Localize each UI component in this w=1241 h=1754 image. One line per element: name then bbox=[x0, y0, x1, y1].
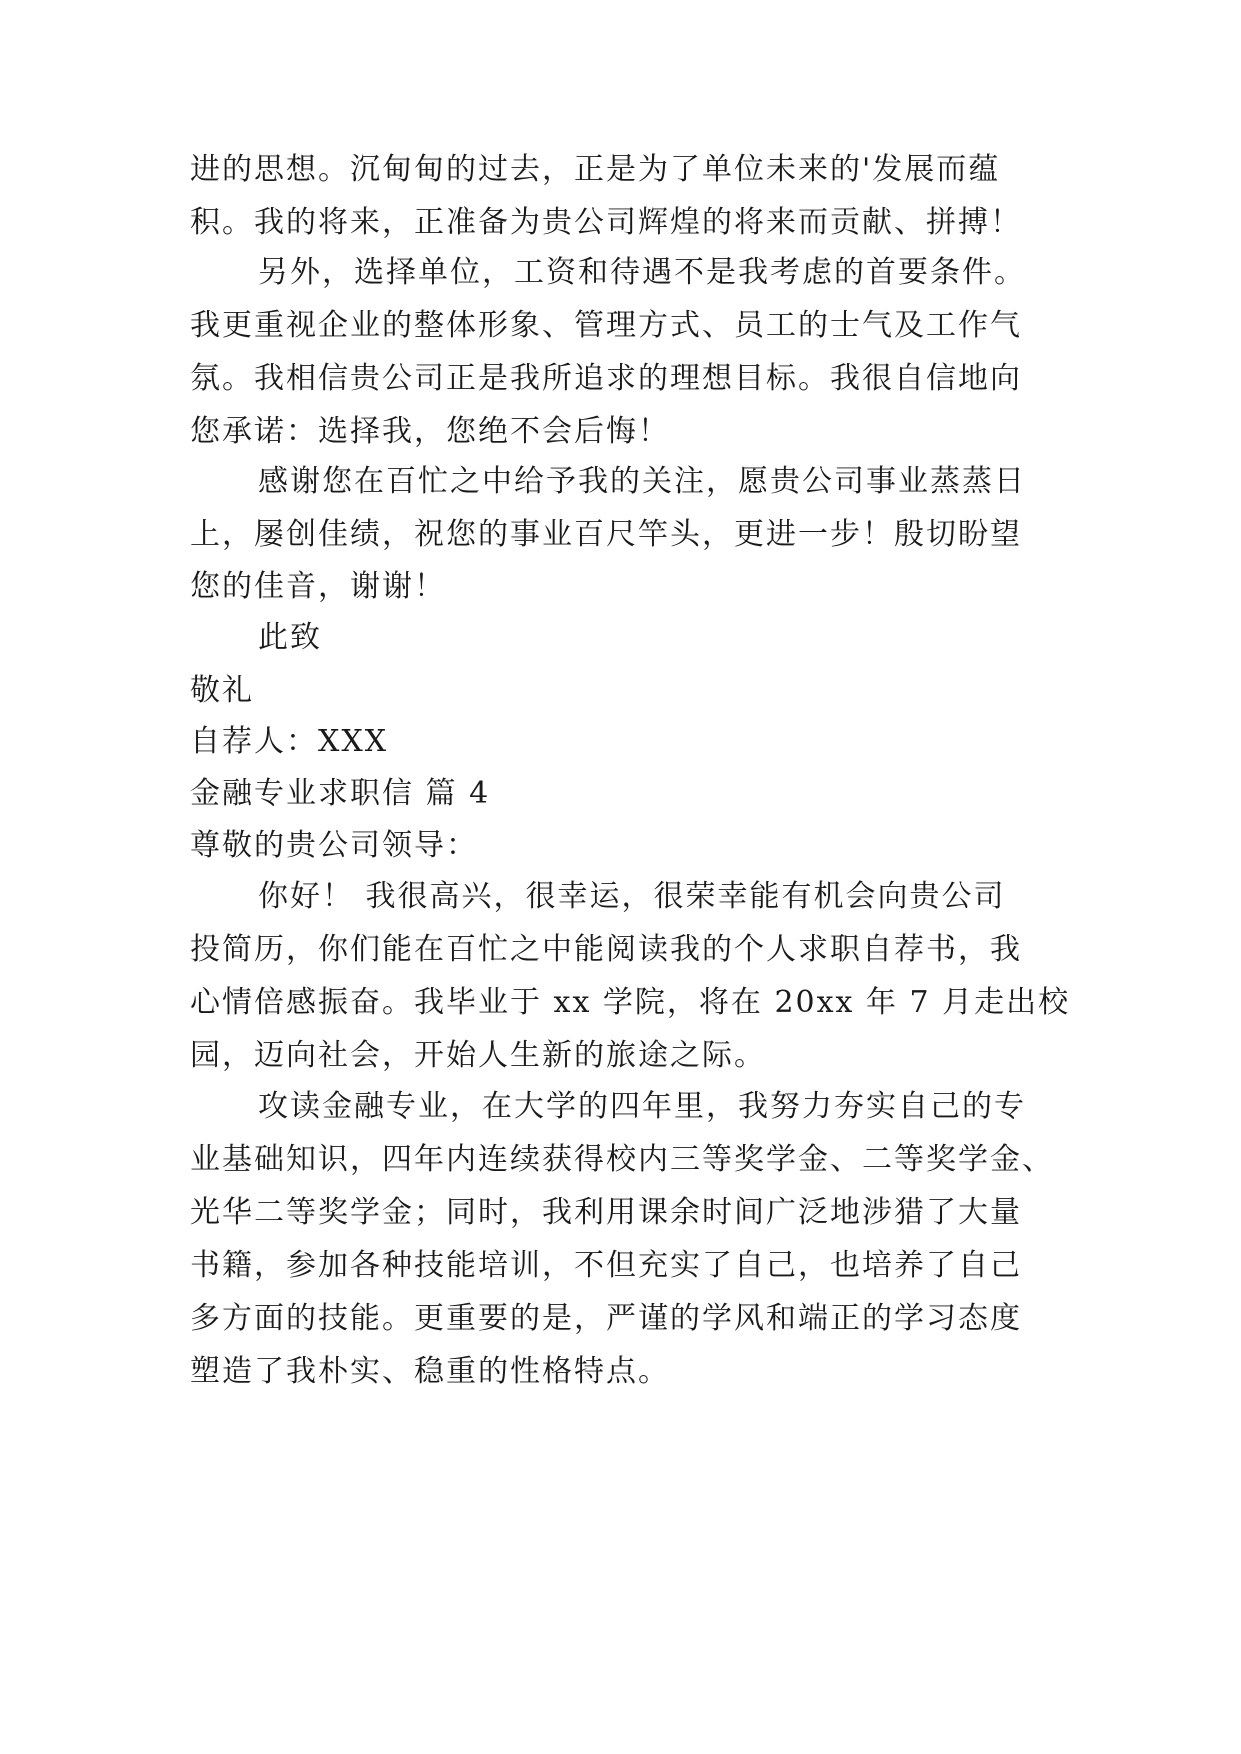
text-line: 业基础知识，四年内连续获得校内三等奖学金、二等奖学金、 bbox=[190, 1142, 1054, 1177]
section-heading: 金融专业求职信 篇 4 bbox=[190, 776, 491, 811]
greeting-line: 尊敬的贵公司领导： bbox=[190, 828, 478, 863]
text-line: 您承诺：选择我，您绝不会后悔！ bbox=[190, 414, 670, 449]
text-line: 我更重视企业的整体形象、管理方式、员工的士气及工作气 bbox=[190, 308, 1022, 343]
text-line: 投简历，你们能在百忙之中能阅读我的个人求职自荐书，我 bbox=[190, 932, 1022, 967]
text-line: 心情倍感振奋。我毕业于 xx 学院，将在 20xx 年 7 月走出校 bbox=[190, 985, 1071, 1020]
text-line: 书籍，参加各种技能培训，不但充实了自己，也培养了自己 bbox=[190, 1248, 1022, 1283]
text-line: 园，迈向社会，开始人生新的旅途之际。 bbox=[190, 1038, 766, 1073]
text-line: 多方面的技能。更重要的是，严谨的学风和端正的学习态度 bbox=[190, 1301, 1022, 1336]
paragraph-first-line: 攻读金融专业，在大学的四年里，我努力夯实自己的专 bbox=[258, 1089, 1026, 1124]
closing-regards: 敬礼 bbox=[190, 673, 254, 708]
paragraph-first-line: 另外，选择单位，工资和待遇不是我考虑的首要条件。 bbox=[258, 255, 1026, 290]
text-line: 您的佳音，谢谢！ bbox=[190, 569, 446, 604]
paragraph-first-line: 你好！ 我很高兴，很幸运，很荣幸能有机会向贵公司 bbox=[258, 879, 1006, 914]
signature-line: 自荐人：XXX bbox=[190, 724, 389, 759]
text-line: 进的思想。沉甸甸的过去，正是为了单位未来的'发展而蕴 bbox=[190, 152, 1001, 187]
closing-salutation: 此致 bbox=[258, 620, 322, 655]
text-line: 上，屡创佳绩，祝您的事业百尺竿头，更进一步！殷切盼望 bbox=[190, 517, 1022, 552]
text-line: 光华二等奖学金；同时，我利用课余时间广泛地涉猎了大量 bbox=[190, 1195, 1022, 1230]
text-line: 塑造了我朴实、稳重的性格特点。 bbox=[190, 1354, 670, 1389]
text-line: 积。我的将来，正准备为贵公司辉煌的将来而贡献、拼搏！ bbox=[190, 205, 1022, 240]
paragraph-first-line: 感谢您在百忙之中给予我的关注，愿贵公司事业蒸蒸日 bbox=[258, 464, 1026, 499]
text-line: 氛。我相信贵公司正是我所追求的理想目标。我很自信地向 bbox=[190, 361, 1022, 396]
